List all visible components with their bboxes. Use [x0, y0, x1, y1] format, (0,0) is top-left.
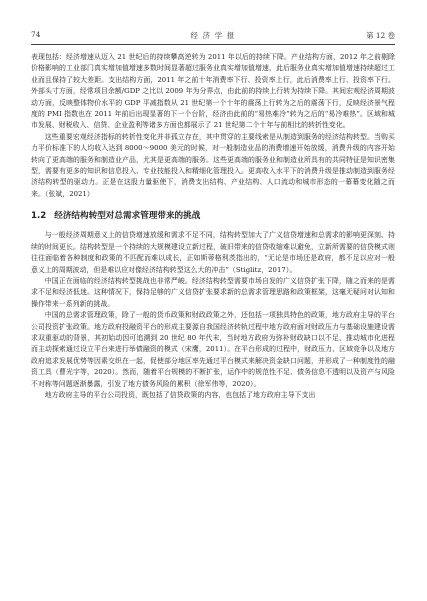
paragraph: 这些重要宏观经济指标的转折性变化并非孤立存在，其中贯穿的主要线索是从制造到服务的经济结构转型。当购买力平价标准下的人均收入达到 8000～9000 美元的时候，对一般制造业品的消费增速开始放缓，消费升级的内容开始转向了更高端的服务和制造业产品，尤其是更高端的服务。这些更高端的服务业和制造业所具有的共同特征是知识密集型，需要有更多的知识和信息投入、专业技能投入和精细化管理投入。更高收入水平下的消费升级是推动制造到服务经济结构转型的驱动力。正是在这股力量驱使下，消费支出结构、产业结构、人口流动和城市形态的一幕幕变化随之而来。（张斌，2021）: [31, 132, 395, 198]
paragraph: 中国正在面临的经济结构转型挑战也非常严峻。经济结构转型需要市场自发的广义信贷扩张下降，随之而来的是需求不足和经济低迷。这种情况下，保持足够的广义信贷扩张要求新的总需求管理思路和政策框架，这毫无疑问对认知和操作带来一系列新的挑战。: [31, 276, 395, 308]
page-number: 74: [31, 30, 41, 39]
section-title: 经济结构转型对总需求管理带来的挑战: [54, 211, 201, 222]
section-number: 1.2: [31, 211, 47, 222]
volume-label: 第 12 卷: [366, 31, 395, 40]
section-heading: [31, 210, 395, 222]
header-rule: [31, 44, 395, 45]
paragraph: 与一般经济周期意义上的信贷增速放缓和需求不足不同，结构转型加大了广义信贷增速和总需求的影响更深刻、持续的时间更长。结构转型是一个持续的大规模建设立新过程，破旧带来的信贷收缩难以避免，立新所需要的信贷模式则往往面临着各种制度和政策的不匹配而难以成长，正如斯蒂格利茨指出的，“无论是市场还是政府，都不足以应对一般意义上的周期波动，但是难以应对像经济结构转型这么大的冲击”（Stiglitz，2017）。: [31, 231, 395, 274]
running-header: [31, 30, 395, 44]
journal-title: 经 济 学 报: [190, 31, 236, 40]
paragraph: 表现包括：经济增速从迈入 21 世纪后的持续攀高逆转为 2011 年以后的持续下降。产业结构方面，2012 年之前剔除价格影响的工业部门真实增加值增速多数时间显著超过服务业真实增加值增速，此后服务业真实增加值增速持续超过工业而且保持了较大差距。支出结构方面，2011 年之前十年消费率下行、投资率上行，此后消费率上行、投资率下行。外部头寸方面，经常项目余额/GDP 之比以 2009 年为分界点，由此前的持续上行转为持续下降。其间宏观经济周期波动方面，反映整体物价水平的 GDP 平减指数从 21 世纪第一个十年的震荡上行转为之后的震荡下行，反映经济景气程度的 PMI 指数也在 2011 年前后出现显著的下一个台阶，经济由此前的“易热难冷”转为之后的“易冷难热”。区域和城市发展、财税收入、信贷、企业盈利等诸多方面也都展示了 21 世纪第二个十年与前相比的转折性变化。: [31, 53, 395, 130]
paragraph: 中国的总需求管理政策，除了一般的货币政策和财政政策之外，还包括一项独具特色的政策，地方政府主导的平台公司投资扩张政策。地方政府投融资平台的形成主要源自我国经济转轨过程中地方政府面对财政压力与基础设施建设需求双重驱动的背景，其初始动因可追溯到 20 世纪 80 年代末，当时地方政府为弥补财政缺口以不足、推动城市化进程而主动探索通过设立平台来进行举债融资的模式（宋鹰，2011）。在平台形成的过程中，财政压力、区域竞争以及地方政府追求发展优势等因素交织在一起，促使部分地区率先通过平台模式来解决资金缺口问题，并形成了一种制度性的融资工具（曹光宇等，2020）。然而，随着平台规模的不断扩张，运作中的规范性不足、债务信息不透明以及资产与风险不对称等问题逐渐暴露，引发了地方债务风险的累积（徐军伟等，2020）。: [31, 311, 395, 388]
article-body: [31, 52, 395, 401]
paragraph: 地方政府主导的平台公司投资，既包括了信贷政策的内容，也包括了地方政府主导下支出: [44, 390, 316, 399]
